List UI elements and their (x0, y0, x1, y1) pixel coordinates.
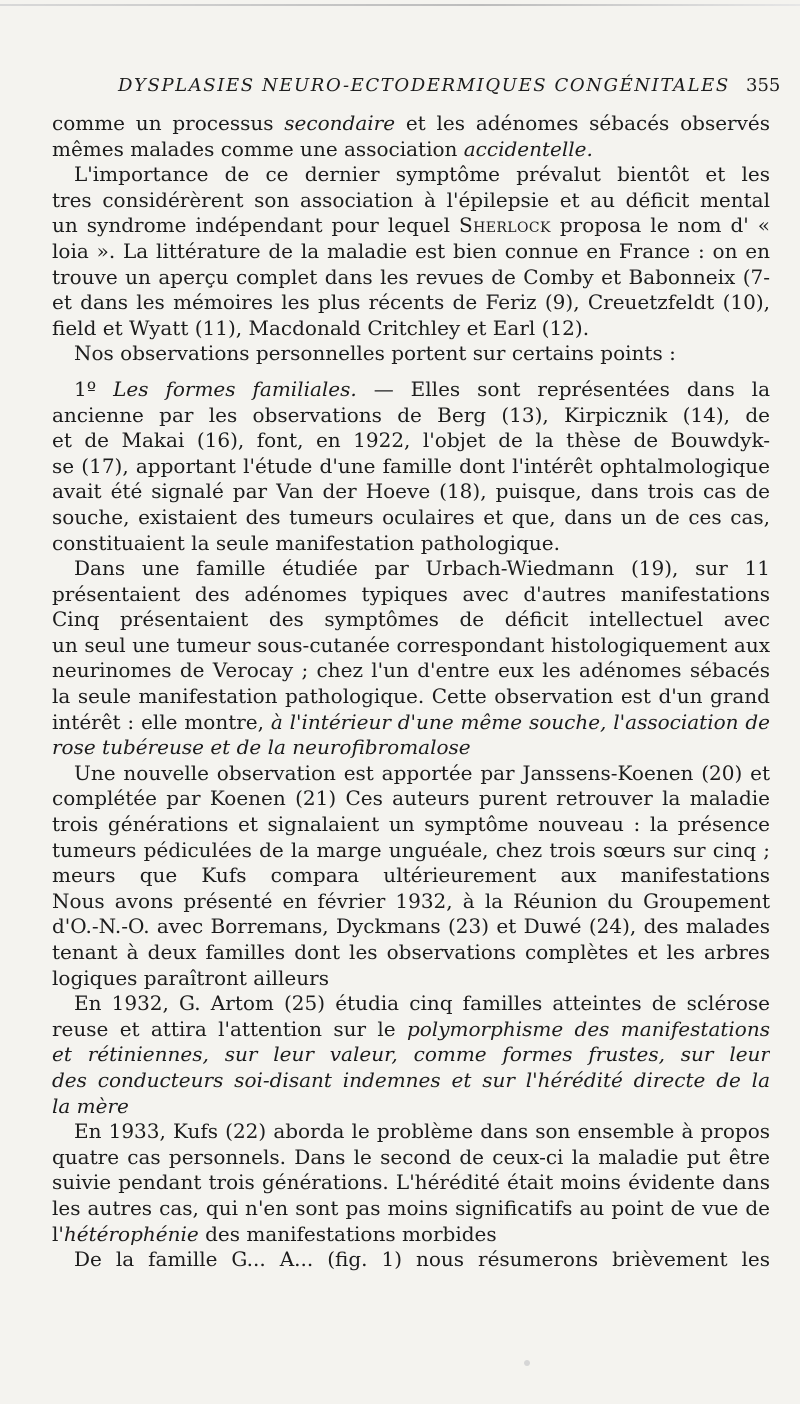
text-line: ancienne par les observations de Berg (13), Kirpicznik (14), de (52, 402, 770, 427)
running-title: DYSPLASIES NEURO-ECTODERMIQUES CONGÉNITALES (118, 75, 730, 96)
paper-speck (524, 1360, 530, 1366)
text-line: meurs que Kufs compara ultérieurement aux manifestations (52, 863, 770, 888)
text-line: avait été signalé par Van der Hoeve (18), puisque, dans trois cas de (52, 479, 770, 504)
text-line: neurinomes de Verocay ; chez l'un d'entre eux les adénomes sébacés (52, 658, 770, 683)
text-line: mêmes malades comme une association accidentelle. (52, 136, 593, 161)
text-line: En 1932, G. Artom (25) étudia cinq familles atteintes de sclérose (74, 991, 770, 1016)
text-line: l'hétérophénie des manifestations morbides (52, 1221, 497, 1246)
text-line: De la famille G... A... (fig. 1) nous résumerons brièvement les (74, 1247, 770, 1272)
text-line: L'importance de ce dernier symptôme prévalut bientôt et les (74, 162, 770, 187)
text-line: comme un processus secondaire et les adénomes sébacés observés (52, 111, 770, 135)
text-line: tres considérèrent son association à l'épilepsie et au déficit mental (52, 187, 770, 212)
text-line: présentaient des adénomes typiques avec d'autres manifestations (52, 581, 770, 606)
text-line: suivie pendant trois générations. L'hérédité était moins évidente dans (52, 1170, 770, 1195)
text-line: souche, existaient des tumeurs oculaires et que, dans un de ces cas, (52, 504, 770, 529)
text-line: complétée par Koenen (21) Ces auteurs purent retrouver la maladie (52, 786, 770, 811)
text-line: un syndrome indépendant pour lequel Sherlock proposa le nom d' « (52, 213, 770, 238)
text-line: Dans une famille étudiée par Urbach-Wiedmann (19), sur 11 (74, 556, 770, 581)
text-line: les autres cas, qui n'en sont pas moins significatifs au point de vue de (52, 1195, 770, 1220)
text-line: rose tubéreuse et de la neurofibromalose (52, 735, 471, 760)
text-line: Cinq présentaient des symptômes de déficit intellectuel avec (52, 607, 770, 632)
text-line: la seule manifestation pathologique. Cette observation est d'un grand (52, 684, 770, 709)
text-line: un seul une tumeur sous-cutanée correspondant histologiquement aux (52, 632, 770, 657)
text-line: des conducteurs soi-disant indemnes et sur l'hérédité directe de la (52, 1067, 770, 1092)
text-line: intérêt : elle montre, à l'intérieur d'une même souche, l'association de (52, 709, 770, 734)
text-line: Nous avons présenté en février 1932, à la Réunion du Groupement (52, 888, 770, 913)
text-line: et dans les mémoires les plus récents de Feriz (9), Creuetzfeldt (10), (52, 290, 770, 315)
text-line: et rétiniennes, sur leur valeur, comme formes frustes, sur leur (52, 1042, 770, 1067)
text-line: et de Makai (16), font, en 1922, l'objet de la thèse de Bouwdyk- (52, 428, 770, 453)
text-line: d'O.-N.-O. avec Borremans, Dyckmans (23) et Duwé (24), des malades (52, 914, 770, 939)
text-line: trois générations et signalaient un symptôme nouveau : la présence (52, 812, 770, 837)
page-number: 355 (746, 75, 781, 96)
page-header (118, 75, 800, 101)
text-line: se (17), apportant l'étude d'une famille dont l'intérêt ophtalmologique (52, 453, 770, 478)
text-line: En 1933, Kufs (22) aborda le problème dans son ensemble à propos (74, 1119, 770, 1144)
text-line: quatre cas personnels. Dans le second de ceux-ci la maladie put être (52, 1144, 770, 1169)
page-top-rule (0, 4, 800, 6)
text-line: 1º Les formes familiales. — Elles sont représentées dans la (74, 376, 770, 401)
text-line: Une nouvelle observation est apportée par Janssens-Koenen (20) et (74, 760, 770, 785)
text-line: tumeurs pédiculées de la marge unguéale, chez trois sœurs sur cinq ; (52, 837, 770, 862)
text-line: field et Wyatt (11), Macdonald Critchley et Earl (12). (52, 315, 590, 340)
text-line: reuse et attira l'attention sur le polymorphisme des manifestations (52, 1016, 770, 1041)
text-line: la mère (52, 1093, 129, 1118)
text-line: Nos observations personnelles portent sur certains points : (74, 341, 676, 366)
text-line: loia ». La littérature de la maladie est bien connue en France : on en (52, 238, 770, 263)
paragraph-gap (52, 367, 770, 377)
text-line: constituaient la seule manifestation pathologique. (52, 530, 560, 555)
text-line: logiques paraîtront ailleurs (52, 965, 329, 990)
text-line: trouve un aperçu complet dans les revues de Comby et Babonneix (7- (52, 264, 770, 289)
body-text (52, 111, 770, 1273)
text-line: tenant à deux familles dont les observations complètes et les arbres (52, 940, 770, 964)
